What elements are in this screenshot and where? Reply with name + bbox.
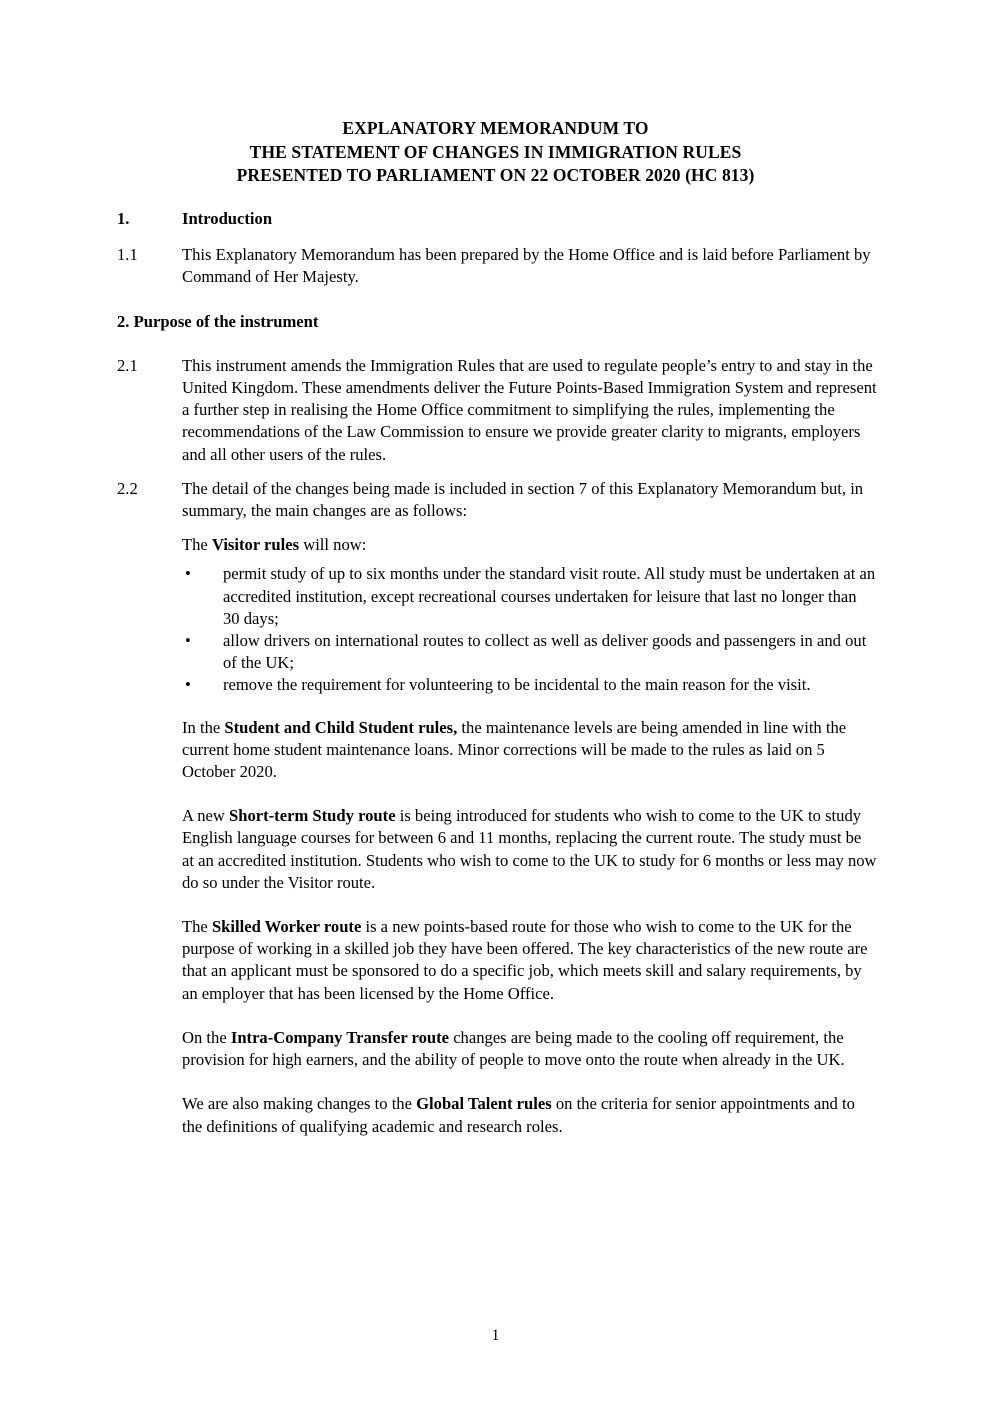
list-item — [182, 674, 877, 696]
list-item-text: remove the requirement for volunteering to be incidental to the main reason for the visit. — [223, 675, 811, 695]
intra-company-paragraph — [182, 1027, 877, 1071]
visitor-rules-intro-bold: Visitor rules — [211, 535, 300, 555]
spacer — [117, 697, 877, 717]
bullet-icon: • — [185, 564, 191, 584]
paragraph-2-1 — [117, 355, 877, 466]
spacer — [117, 522, 877, 534]
spacer — [117, 333, 877, 355]
spacer — [117, 1071, 877, 1093]
short-term-study-bold: Short-term Study route — [229, 806, 396, 826]
paragraph-2-1-number: 2.1 — [117, 355, 138, 375]
student-rules-bold: Student and Child Student rules, — [224, 717, 458, 737]
spacer — [117, 556, 877, 563]
spacer — [117, 1005, 877, 1027]
skilled-worker-paragraph — [182, 916, 877, 1005]
visitor-rules-intro — [182, 534, 877, 556]
paragraph-1-1-text: This Explanatory Memorandum has been prepared by the Home Office and is laid before Parliament by Command of Her Majesty. — [182, 245, 871, 287]
paragraph-2-1-text: This instrument amends the Immigration Rules that are used to regulate people’s entry to and stay in the United Kingdom. These amendments deliver the Future Points-Based Immigration System and represent a further step in realising the Home Office commitment to simplifying the rules, implementing the recommendations of the Law Commission to ensure we provide greater clarity to migrants, employers and all other users of the rules. — [182, 355, 877, 464]
section-2-heading: 2. Purpose of the instrument — [117, 311, 319, 331]
list-item-text: permit study of up to six months under the standard visit route. All study must be undertaken at an accredited institution, except recreational courses undertaken for leisure that last no longer than 30 days; — [223, 564, 876, 628]
skilled-worker-bold: Skilled Worker route — [211, 917, 362, 937]
section-1-heading-text: Introduction — [182, 209, 273, 228]
short-term-study-after: is being introduced for students who wish to come to the UK to study English language courses for between 6 and 11 months, replacing the current route. The study must be at an accredited institution. Students who wish to come to the UK to study for 6 months or less may now do so under the Visitor route. — [182, 806, 877, 892]
title-line-1: EXPLANATORY MEMORANDUM TO — [342, 118, 649, 138]
spacer — [117, 466, 877, 478]
section-1-number: 1. — [117, 209, 130, 228]
section-1-heading — [117, 208, 877, 230]
title-line-2: THE STATEMENT OF CHANGES IN IMMIGRATION RULES — [249, 141, 742, 162]
short-term-study-before: A new — [182, 806, 230, 826]
paragraph-1-1-number: 1.1 — [117, 245, 138, 265]
student-rules-after: the maintenance levels are being amended in line with the current home student maintenance loans. Minor corrections will be made to the rules as laid on 5 October 2020. — [182, 717, 847, 782]
global-talent-before: We are also making changes to the — [182, 1094, 417, 1114]
visitor-rules-intro-before: The — [182, 535, 212, 555]
global-talent-paragraph — [182, 1093, 877, 1137]
spacer — [117, 289, 877, 311]
spacer — [117, 894, 877, 916]
global-talent-bold: Global Talent rules — [416, 1094, 552, 1114]
skilled-worker-before: The — [182, 917, 212, 937]
visitor-rules-bullet-list — [182, 563, 877, 696]
list-item-text: allow drivers on international routes to collect as well as deliver goods and passengers in and out of the UK; — [223, 631, 867, 673]
spacer — [117, 783, 877, 805]
intra-company-before: On the — [182, 1027, 231, 1047]
intra-company-bold: Intra-Company Transfer route — [230, 1027, 450, 1047]
bullet-icon: • — [185, 675, 191, 695]
document-body — [117, 208, 877, 1138]
bullet-icon: • — [185, 631, 191, 651]
list-item — [182, 630, 877, 674]
visitor-rules-intro-after: will now: — [299, 535, 367, 555]
student-rules-paragraph — [182, 717, 877, 784]
intra-company-after: changes are being made to the cooling off requirement, the provision for high earners, and the ability of people to move onto the route when already in the UK. — [182, 1027, 845, 1070]
student-rules-before: In the — [182, 717, 225, 737]
paragraph-2-2 — [117, 478, 877, 522]
title-line-3: PRESENTED TO PARLIAMENT ON 22 OCTOBER 2020 (HC 813) — [236, 165, 755, 185]
skilled-worker-after: is a new points-based route for those who wish to come to the UK for the purpose of working in a skilled job they have been offered. The key characteristics of the new route are that an applicant must be sponsored to do a specific job, which meets skill and salary requirements, by an employer that has been licensed by the Home Office. — [182, 917, 868, 1003]
paragraph-1-1 — [117, 244, 877, 288]
global-talent-after: on the criteria for senior appointments and to the definitions of qualifying academic and research roles. — [182, 1094, 855, 1136]
short-term-study-paragraph — [182, 805, 877, 894]
spacer — [117, 230, 877, 244]
paragraph-2-2-text: The detail of the changes being made is included in section 7 of this Explanatory Memorandum but, in summary, the main changes are as follows: — [182, 478, 864, 521]
paragraph-2-2-number: 2.2 — [117, 478, 138, 498]
page-number-footer: 1 — [491, 1327, 500, 1344]
list-item — [182, 563, 877, 630]
document-title — [0, 117, 991, 188]
